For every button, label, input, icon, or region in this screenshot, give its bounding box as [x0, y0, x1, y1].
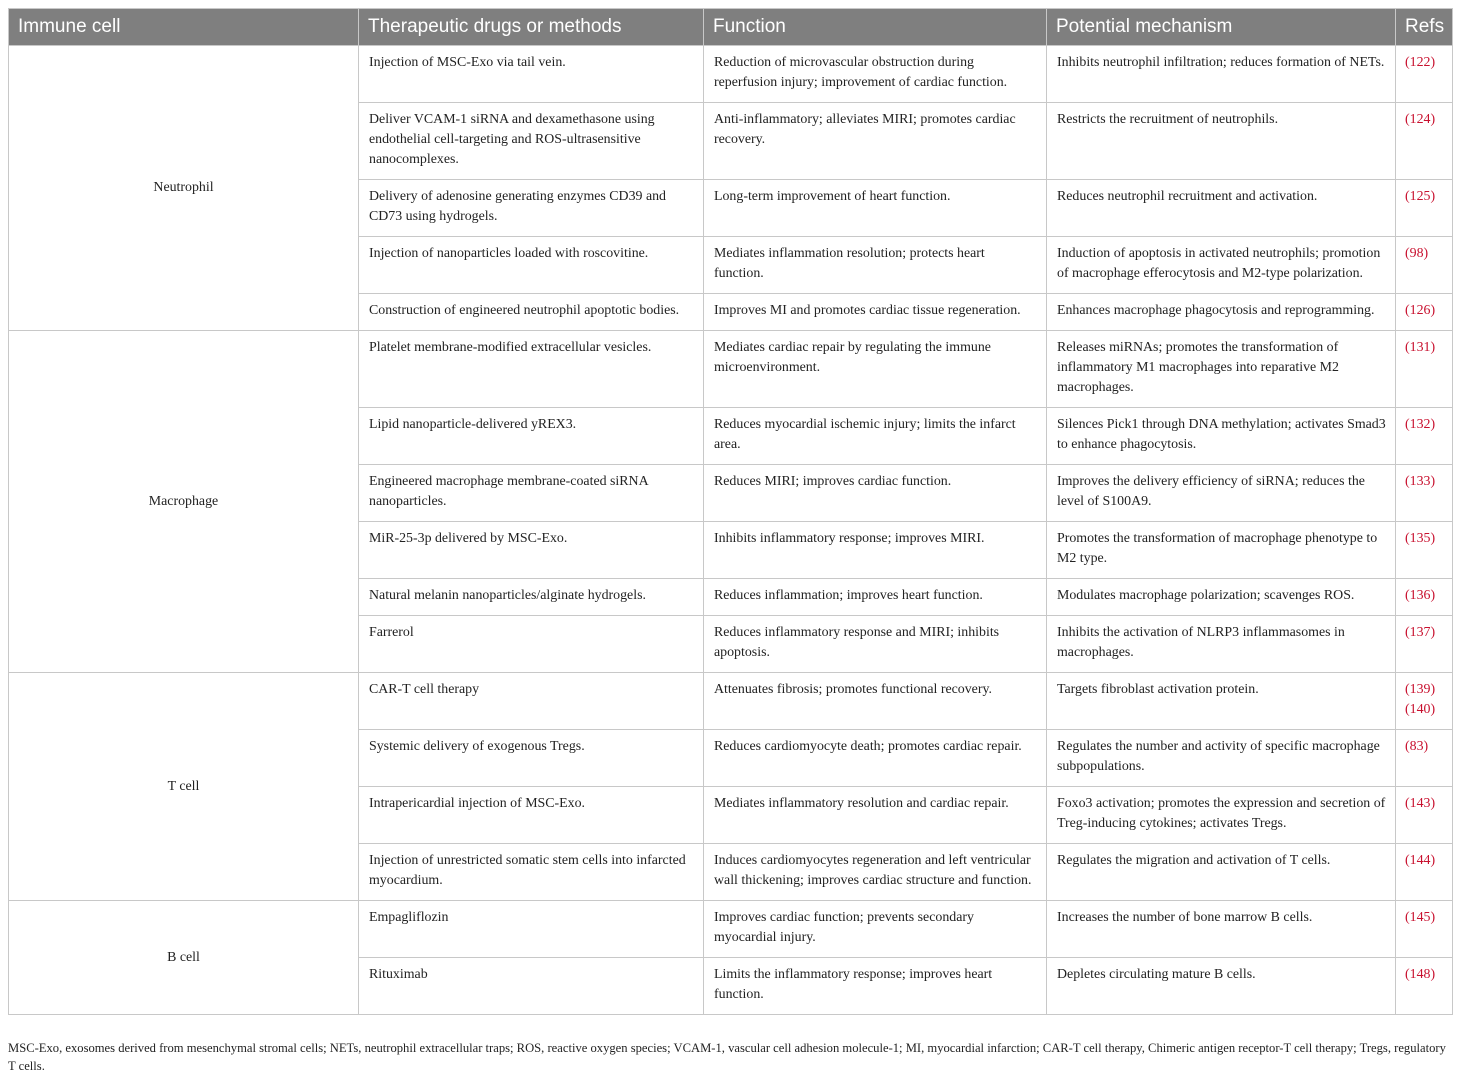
reference-link[interactable]: (126) — [1405, 303, 1436, 318]
reference-link[interactable]: (125) — [1405, 189, 1436, 204]
refs-cell — [1396, 294, 1453, 331]
therapy-cell: Intrapericardial injection of MSC-Exo. — [359, 787, 704, 844]
mechanism-cell: Foxo3 activation; promotes the expression and secretion of Treg-inducing cytokines; activates Tregs. — [1047, 787, 1396, 844]
mechanism-cell: Promotes the transformation of macrophage phenotype to M2 type. — [1047, 522, 1396, 579]
immune-cell-label: Neutrophil — [9, 46, 359, 331]
reference-link[interactable]: (140) — [1405, 702, 1436, 717]
reference-link[interactable]: (133) — [1405, 474, 1436, 489]
header-refs: Refs — [1396, 9, 1453, 46]
reference-link[interactable]: (139) — [1405, 682, 1436, 697]
table-container — [8, 8, 1452, 1015]
refs-cell — [1396, 465, 1453, 522]
header-function: Function — [704, 9, 1047, 46]
refs-cell — [1396, 579, 1453, 616]
reference-link[interactable]: (132) — [1405, 417, 1436, 432]
header-mechanism: Potential mechanism — [1047, 9, 1396, 46]
reference-link[interactable]: (135) — [1405, 531, 1436, 546]
reference-link[interactable]: (131) — [1405, 340, 1436, 355]
mechanism-cell: Restricts the recruitment of neutrophils. — [1047, 103, 1396, 180]
refs-cell — [1396, 237, 1453, 294]
therapy-cell: Engineered macrophage membrane-coated siRNA nanoparticles. — [359, 465, 704, 522]
function-cell: Improves MI and promotes cardiac tissue regeneration. — [704, 294, 1047, 331]
refs-cell — [1396, 730, 1453, 787]
reference-link[interactable]: (136) — [1405, 588, 1436, 603]
table-footnote: MSC-Exo, exosomes derived from mesenchymal stromal cells; NETs, neutrophil extracellular traps; ROS, reactive oxygen species; VCAM-1, vascular cell adhesion molecule-1; MI, myocardial infarction; CAR-T cell therapy, Chimeric antigen receptor-T cell therapy; Tregs, regulatory T cells. — [8, 1041, 1446, 1073]
table-row — [9, 673, 1453, 730]
mechanism-cell: Releases miRNAs; promotes the transformation of inflammatory M1 macrophages into reparative M2 macrophages. — [1047, 331, 1396, 408]
reference-link[interactable]: (122) — [1405, 55, 1436, 70]
immune-therapy-table — [8, 8, 1453, 1015]
therapy-cell: Deliver VCAM-1 siRNA and dexamethasone using endothelial cell-targeting and ROS-ultrasensitive nanocomplexes. — [359, 103, 704, 180]
function-cell: Reduction of microvascular obstruction during reperfusion injury; improvement of cardiac function. — [704, 46, 1047, 103]
reference-link[interactable]: (143) — [1405, 796, 1436, 811]
function-cell: Reduces cardiomyocyte death; promotes cardiac repair. — [704, 730, 1047, 787]
refs-cell — [1396, 408, 1453, 465]
refs-cell — [1396, 901, 1453, 958]
therapy-cell: Injection of nanoparticles loaded with roscovitine. — [359, 237, 704, 294]
function-cell: Long-term improvement of heart function. — [704, 180, 1047, 237]
therapy-cell: Injection of MSC-Exo via tail vein. — [359, 46, 704, 103]
mechanism-cell: Improves the delivery efficiency of siRNA; reduces the level of S100A9. — [1047, 465, 1396, 522]
function-cell: Improves cardiac function; prevents secondary myocardial injury. — [704, 901, 1047, 958]
immune-cell-label: B cell — [9, 901, 359, 1015]
refs-cell — [1396, 787, 1453, 844]
therapy-cell: Delivery of adenosine generating enzymes CD39 and CD73 using hydrogels. — [359, 180, 704, 237]
mechanism-cell: Depletes circulating mature B cells. — [1047, 958, 1396, 1015]
function-cell: Reduces inflammation; improves heart function. — [704, 579, 1047, 616]
function-cell: Anti-inflammatory; alleviates MIRI; promotes cardiac recovery. — [704, 103, 1047, 180]
immune-cell-label: Macrophage — [9, 331, 359, 673]
reference-link[interactable]: (83) — [1405, 739, 1429, 754]
function-cell: Induces cardiomyocytes regeneration and left ventricular wall thickening; improves cardiac structure and function. — [704, 844, 1047, 901]
mechanism-cell: Reduces neutrophil recruitment and activation. — [1047, 180, 1396, 237]
table-row — [9, 331, 1453, 408]
mechanism-cell: Modulates macrophage polarization; scavenges ROS. — [1047, 579, 1396, 616]
table-header-row — [9, 9, 1453, 46]
refs-cell — [1396, 673, 1453, 730]
function-cell: Mediates inflammatory resolution and cardiac repair. — [704, 787, 1047, 844]
header-immune-cell: Immune cell — [9, 9, 359, 46]
refs-cell — [1396, 180, 1453, 237]
mechanism-cell: Targets fibroblast activation protein. — [1047, 673, 1396, 730]
function-cell: Reduces myocardial ischemic injury; limits the infarct area. — [704, 408, 1047, 465]
reference-link[interactable]: (145) — [1405, 910, 1436, 925]
function-cell: Mediates cardiac repair by regulating the immune microenvironment. — [704, 331, 1047, 408]
therapy-cell: Rituximab — [359, 958, 704, 1015]
mechanism-cell: Inhibits the activation of NLRP3 inflammasomes in macrophages. — [1047, 616, 1396, 673]
table-body — [9, 46, 1453, 1015]
mechanism-cell: Regulates the number and activity of specific macrophage subpopulations. — [1047, 730, 1396, 787]
refs-cell — [1396, 103, 1453, 180]
therapy-cell: Farrerol — [359, 616, 704, 673]
mechanism-cell: Silences Pick1 through DNA methylation; activates Smad3 to enhance phagocytosis. — [1047, 408, 1396, 465]
mechanism-cell: Induction of apoptosis in activated neutrophils; promotion of macrophage efferocytosis and M2-type polarization. — [1047, 237, 1396, 294]
therapy-cell: CAR-T cell therapy — [359, 673, 704, 730]
refs-cell — [1396, 46, 1453, 103]
therapy-cell: Injection of unrestricted somatic stem cells into infarcted myocardium. — [359, 844, 704, 901]
reference-link[interactable]: (144) — [1405, 853, 1436, 868]
reference-link[interactable]: (148) — [1405, 967, 1436, 982]
header-therapy: Therapeutic drugs or methods — [359, 9, 704, 46]
reference-link[interactable]: (124) — [1405, 112, 1436, 127]
function-cell: Mediates inflammation resolution; protects heart function. — [704, 237, 1047, 294]
refs-cell — [1396, 522, 1453, 579]
mechanism-cell: Increases the number of bone marrow B cells. — [1047, 901, 1396, 958]
refs-cell — [1396, 616, 1453, 673]
reference-link[interactable]: (98) — [1405, 246, 1429, 261]
table-row — [9, 901, 1453, 958]
therapy-cell: Natural melanin nanoparticles/alginate hydrogels. — [359, 579, 704, 616]
function-cell: Limits the inflammatory response; improves heart function. — [704, 958, 1047, 1015]
mechanism-cell: Inhibits neutrophil infiltration; reduces formation of NETs. — [1047, 46, 1396, 103]
therapy-cell: Lipid nanoparticle-delivered yREX3. — [359, 408, 704, 465]
function-cell: Attenuates fibrosis; promotes functional recovery. — [704, 673, 1047, 730]
immune-cell-label: T cell — [9, 673, 359, 901]
reference-link[interactable]: (137) — [1405, 625, 1436, 640]
refs-cell — [1396, 844, 1453, 901]
therapy-cell: Construction of engineered neutrophil apoptotic bodies. — [359, 294, 704, 331]
therapy-cell: Empagliflozin — [359, 901, 704, 958]
function-cell: Reduces inflammatory response and MIRI; inhibits apoptosis. — [704, 616, 1047, 673]
refs-cell — [1396, 958, 1453, 1015]
table-row — [9, 46, 1453, 103]
therapy-cell: MiR-25-3p delivered by MSC-Exo. — [359, 522, 704, 579]
function-cell: Reduces MIRI; improves cardiac function. — [704, 465, 1047, 522]
refs-cell — [1396, 331, 1453, 408]
mechanism-cell: Enhances macrophage phagocytosis and reprogramming. — [1047, 294, 1396, 331]
mechanism-cell: Regulates the migration and activation of T cells. — [1047, 844, 1396, 901]
function-cell: Inhibits inflammatory response; improves MIRI. — [704, 522, 1047, 579]
therapy-cell: Systemic delivery of exogenous Tregs. — [359, 730, 704, 787]
therapy-cell: Platelet membrane-modified extracellular vesicles. — [359, 331, 704, 408]
